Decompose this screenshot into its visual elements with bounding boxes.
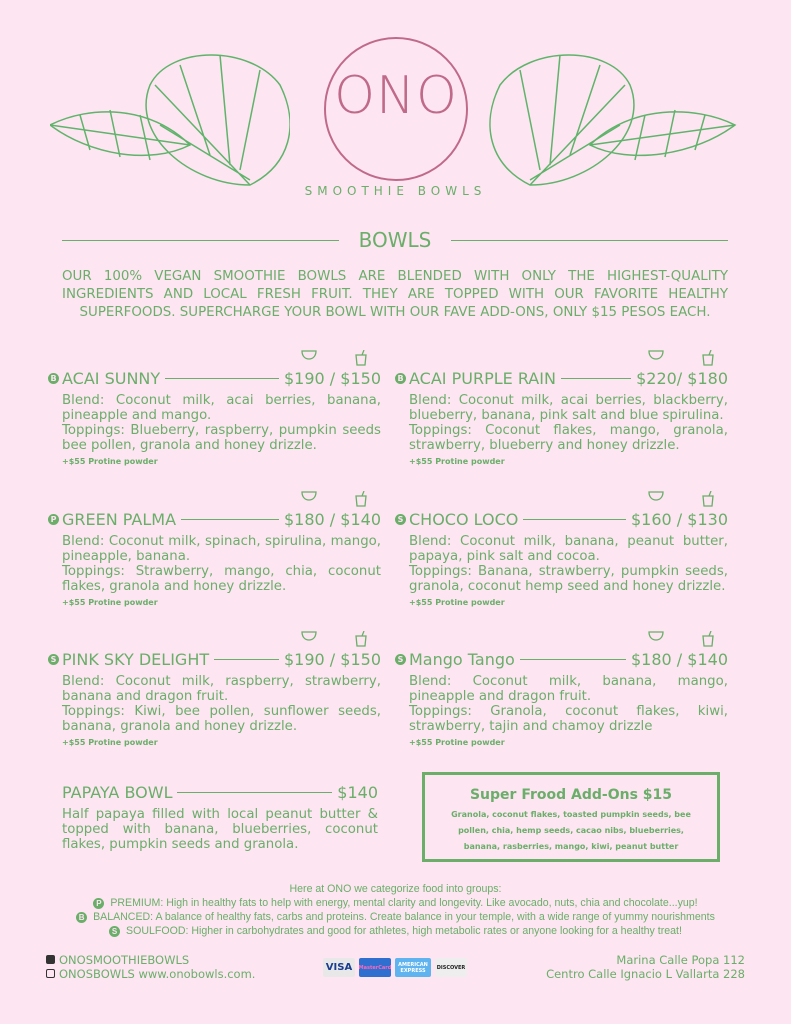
item-name: CHOCO LOCO — [409, 509, 519, 529]
item-toppings: Toppings: Strawberry, mango, chia, coconut flakes, granola and honey drizzle. — [62, 564, 381, 594]
legend-intro: Here at ONO we categorize food into groups: — [289, 883, 502, 895]
item-name: PAPAYA BOWL — [62, 782, 173, 802]
mastercard-logo: MasterCard — [359, 958, 391, 977]
facebook-icon — [46, 955, 55, 964]
item-blend: Blend: Coconut milk, acai berries, blackberry, blueberry, banana, pink salt and blue spirulina. — [409, 393, 728, 423]
cup-icon — [702, 491, 714, 507]
logo: ONO — [334, 66, 458, 126]
category-badge: B — [48, 373, 59, 384]
addons-title: Super Frood Add-Ons $15 — [469, 787, 673, 803]
divider — [520, 659, 626, 660]
bowl-icon — [648, 491, 664, 501]
section-title: BOWLS — [358, 228, 432, 252]
item-blend: Blend: Coconut milk, acai berries, banana, pineapple and mango. — [62, 393, 381, 423]
menu-item — [48, 509, 381, 607]
item-blend: Blend: Coconut milk, spinach, spirulina, mango, pineapple, banana. — [62, 534, 381, 564]
addons-box — [422, 772, 720, 862]
cup-icon — [355, 631, 367, 647]
premium-badge: P — [93, 898, 104, 909]
address-marina: Marina Calle Popa 112 — [616, 953, 745, 967]
payment-cards — [323, 958, 467, 977]
legend-row — [40, 896, 751, 910]
divider — [177, 792, 332, 793]
size-icons — [301, 631, 367, 647]
category-badge: S — [395, 514, 406, 525]
legend-text: PREMIUM: High in healthy fats to help with energy, mental clarity and longevity. Like avocado, nuts, chia and chocolate...yup! — [110, 897, 698, 909]
item-price: $220/ $180 — [636, 368, 728, 388]
divider — [561, 378, 631, 379]
category-badge: S — [395, 654, 406, 665]
size-icons — [648, 631, 714, 647]
instagram-icon — [46, 969, 55, 978]
item-toppings: Toppings: Blueberry, raspberry, pumpkin seeds bee pollen, granola and honey drizzle. — [62, 423, 381, 453]
legend-row — [40, 924, 751, 938]
item-extra: +$55 Protine powder — [409, 457, 505, 466]
item-name: ACAI SUNNY — [62, 368, 161, 388]
menu-item — [395, 509, 728, 607]
cup-icon — [355, 491, 367, 507]
bowl-icon — [301, 631, 317, 641]
cup-icon — [702, 631, 714, 647]
divider — [523, 519, 626, 520]
divider — [214, 659, 279, 660]
soulfood-badge: S — [109, 926, 120, 937]
item-extra: +$55 Protine powder — [62, 457, 158, 466]
divider — [451, 240, 728, 241]
size-icons — [648, 491, 714, 507]
item-description: Half papaya filled with local peanut butter & topped with banana, blueberries, coconut flakes, pumpkin seeds and granola. — [62, 807, 378, 852]
bowl-icon — [648, 631, 664, 641]
menu-item-papaya — [62, 782, 378, 852]
divider — [165, 378, 279, 379]
item-name: ACAI PURPLE RAIN — [409, 368, 556, 388]
item-price: $180 / $140 — [631, 649, 728, 669]
item-price: $190 / $150 — [284, 649, 381, 669]
monstera-leaf-right — [480, 45, 740, 195]
item-price: $190 / $150 — [284, 368, 381, 388]
category-badge: P — [48, 514, 59, 525]
facebook-link[interactable]: ONOSMOOTHIEBOWLS — [59, 953, 190, 967]
item-extra: +$55 Protine powder — [62, 598, 158, 607]
item-blend: Blend: Coconut milk, banana, peanut butter, papaya, pink salt and cocoa. — [409, 534, 728, 564]
item-blend: Blend: Coconut milk, raspberry, strawberry, banana and dragon fruit. — [62, 674, 381, 704]
item-toppings: Toppings: Kiwi, bee pollen, sunflower seeds, banana, granola and honey drizzle. — [62, 704, 381, 734]
amex-logo: AMERICAN EXPRESS — [395, 958, 431, 977]
item-name: PINK SKY DELIGHT — [62, 649, 210, 669]
item-price: $180 / $140 — [284, 509, 381, 529]
item-extra: +$55 Protine powder — [62, 738, 158, 747]
balanced-badge: B — [76, 912, 87, 923]
section-header — [62, 228, 728, 252]
size-icons — [301, 491, 367, 507]
addresses — [546, 953, 745, 981]
visa-logo: VISA — [323, 958, 355, 977]
item-blend: Blend: Coconut milk, banana, mango, pineapple and dragon fruit. — [409, 674, 728, 704]
item-toppings: Toppings: Granola, coconut flakes, kiwi, strawberry, tajin and chamoy drizzle — [409, 704, 728, 734]
instagram-link[interactable]: ONOSBOWLS www.onobowls.com. — [59, 967, 256, 981]
bowl-icon — [301, 491, 317, 501]
intro-text: OUR 100% VEGAN SMOOTHIE BOWLS ARE BLENDED WITH ONLY THE HIGHEST-QUALITY INGREDIENTS AND LOCAL FRESH FRUIT. THEY ARE TOPPED WITH OUR FAVORITE HEALTHY SUPERFOODS. SUPERCHARGE YOUR BOWL WITH OUR FAVE ADD-ONS, ONLY $15 PESOS EACH. — [62, 269, 728, 320]
address-centro: Centro Calle Ignacio L Vallarta 228 — [546, 967, 745, 981]
discover-logo: DISCOVER — [435, 958, 467, 977]
category-badge: B — [395, 373, 406, 384]
size-icons — [301, 350, 367, 366]
bowl-icon — [648, 350, 664, 360]
item-name: GREEN PALMA — [62, 509, 177, 529]
divider — [62, 240, 339, 241]
item-name: Mango Tango — [409, 649, 515, 669]
item-extra: +$55 Protine powder — [409, 738, 505, 747]
social-links — [46, 953, 255, 981]
category-badge: S — [48, 654, 59, 665]
legend-row — [40, 910, 751, 924]
item-toppings: Toppings: Banana, strawberry, pumpkin seeds, granola, coconut hemp seed and honey drizzle. — [409, 564, 728, 594]
menu-item — [48, 368, 381, 466]
item-price: $160 / $130 — [631, 509, 728, 529]
item-toppings: Toppings: Coconut flakes, mango, granola, strawberry, blueberry and honey drizzle. — [409, 423, 728, 453]
size-icons — [648, 350, 714, 366]
addons-list: Granola, coconut flakes, toasted pumpkin seeds, bee pollen, chia, hemp seeds, cacao nibs, blueberries, banana, rasberries, mango, kiwi, peanut butter — [451, 810, 691, 851]
legend-text: BALANCED: A balance of healthy fats, carbs and proteins. Create balance in your temple, with a wide range of yummy nourishments — [93, 911, 715, 923]
logo-subtitle: SMOOTHIE BOWLS — [304, 184, 487, 198]
cup-icon — [355, 350, 367, 366]
menu-item — [395, 649, 728, 747]
divider — [181, 519, 279, 520]
bowl-icon — [301, 350, 317, 360]
item-price: $140 — [337, 782, 378, 802]
monstera-leaf-left — [50, 45, 290, 195]
menu-item — [48, 649, 381, 747]
category-legend — [40, 882, 751, 938]
legend-text: SOULFOOD: Higher in carbohydrates and good for athletes, high metabolic rates or anyone looking for a healthy treat! — [126, 925, 682, 937]
item-extra: +$55 Protine powder — [409, 598, 505, 607]
cup-icon — [702, 350, 714, 366]
menu-item — [395, 368, 728, 466]
